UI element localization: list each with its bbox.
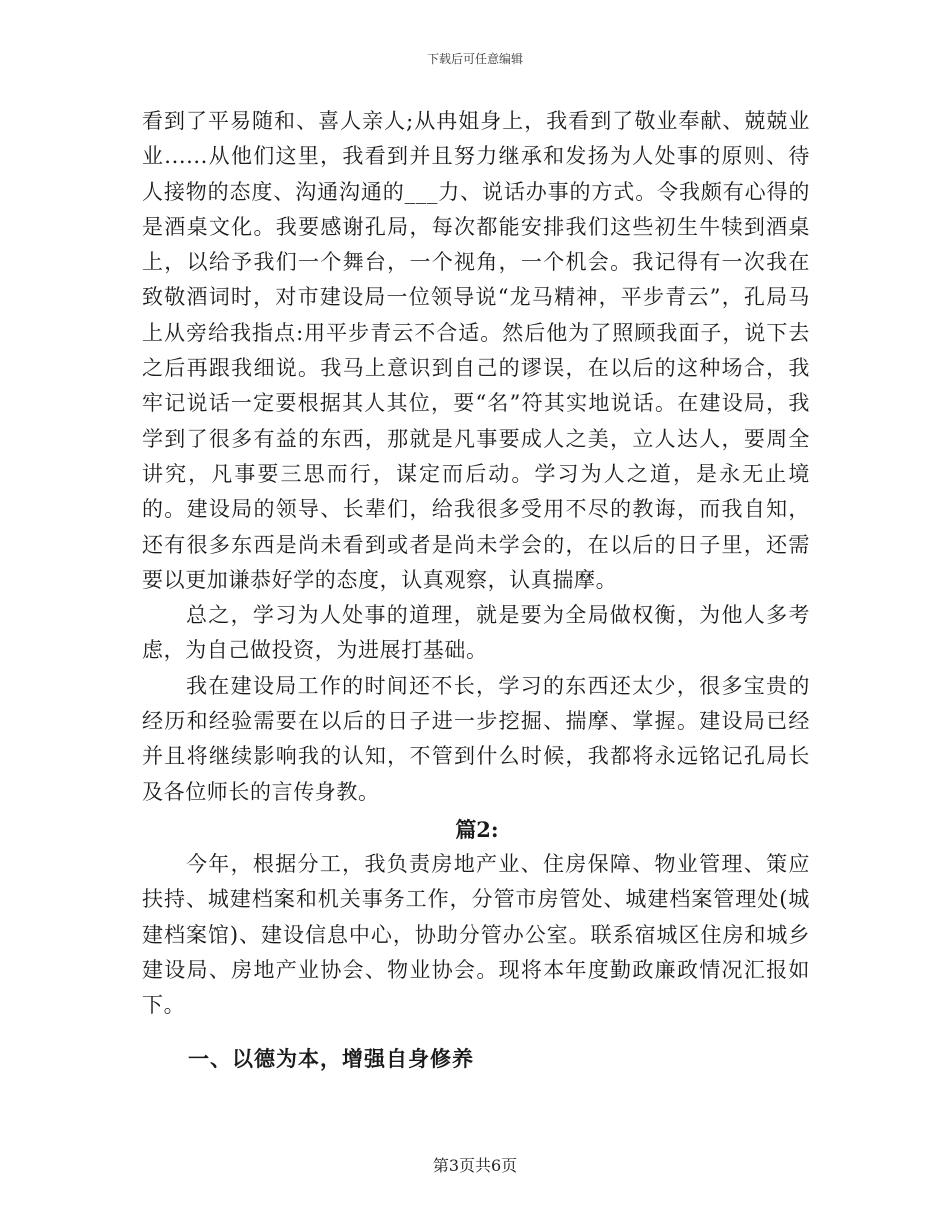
paragraph-section-intro: 今年，根据分工，我负责房地产业、住房保障、物业管理、策应扶持、城建档案和机关事务工作，分管市房管处、城建档案管理处(城建档案馆)、建设信息中心，协助分管办公室。联系宿城区住房和城乡建设局、房地产业协会、物业协会。现将本年度勤政廉政情况汇报如下。: [142, 851, 810, 1018]
page-header: 下载后可任意编辑: [426, 52, 523, 66]
paragraph-continued: 看到了平易随和、喜人亲人;从冉姐身上，我看到了敬业奉献、兢兢业业......从他们这里，我看到并且努力继承和发扬为人处事的原则、待人接物的态度、沟通沟通的___力、说话办事的方式。令我颇有心得的是酒桌文化。我要感谢孔局，每次都能安排我们这些初生牛犊到酒桌上，以给予我们一个舞台，一个视角，一个机会。我记得有一次我在致敬酒词时，对市建设局一位领导说“龙马精神，平步青云”，孔局马上从旁给我指点:用平步青云不合适。然后他为了照顾我面子，说下去之后再跟我细说。我马上意识到自己的谬误，在以后的这种场合，我牢记说话一定要根据其人其位，要“名”符其实地说话。在建设局，我学到了很多有益的东西，那就是凡事要成人之美，立人达人，要周全讲究，凡事要三思而行，谋定而后动。学习为人之道，是永无止境的。建设局的领导、长辈们，给我很多受用不尽的教诲，而我自知，还有很多东西是尚未看到或者是尚未学会的，在以后的日子里，还需要以更加谦恭好学的态度，认真观察，认真揣摩。: [142, 109, 810, 592]
page-footer: 第3页共6页: [432, 1156, 518, 1175]
document-body: [142, 104, 810, 1076]
paragraph-closing: 我在建设局工作的时间还不长，学习的东西还太少，很多宝贵的经历和经验需要在以后的日子进一步挖掘、揣摩、掌握。建设局已经并且将继续影响我的认知，不管到什么时候，我都将永远铭记孔局长及各位师长的言传身教。: [142, 673, 810, 804]
section-title: 篇2:: [455, 816, 499, 842]
section-heading: 一、以德为本，增强自身修养: [188, 1046, 474, 1072]
paragraph-summary: 总之，学习为人处事的道理，就是要为全局做权衡，为他人多考虑，为自己做投资，为进展打基础。: [142, 603, 810, 663]
